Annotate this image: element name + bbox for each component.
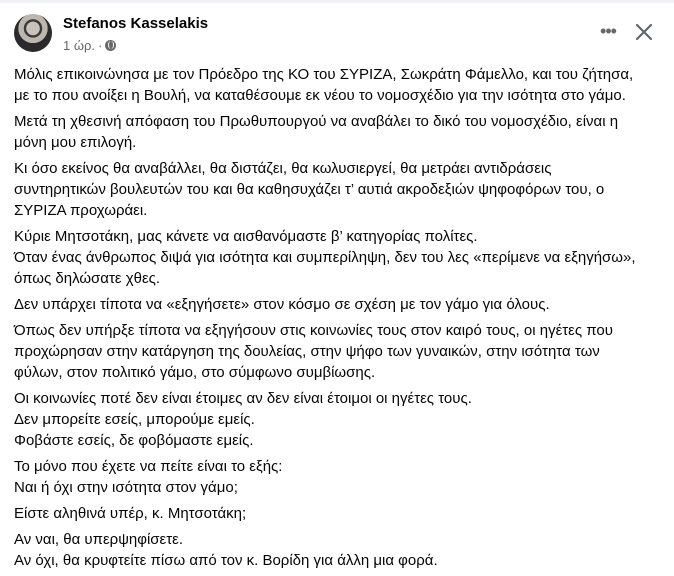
post-paragraph: [14, 294, 664, 315]
post-paragraph: [14, 64, 664, 106]
close-icon: [632, 20, 656, 44]
post-paragraph: [14, 226, 664, 289]
post-paragraph: [14, 158, 664, 221]
post-paragraph: [14, 111, 664, 153]
post-text-line: Οι κοινωνίες ποτέ δεν είναι έτοιμες αν δεν είναι έτοιμοι οι ηγέτες τους.: [14, 390, 472, 407]
post-text-line: Όταν ένας άνθρωπος διψά για ισότητα και συμπερίληψη, δεν του λες «περίμενε να εξηγήσω»,: [14, 249, 636, 266]
post-text-line: Αν ναι, θα υπερψηφίσετε.: [14, 531, 184, 548]
post-text-line: μόνη μου επιλογή.: [14, 134, 137, 151]
post-text-line: ΣΥΡΙΖΑ προχωράει.: [14, 202, 148, 219]
post-paragraph: [14, 320, 664, 383]
post-text-line: Ναι ή όχι στην ισότητα στον γάμο;: [14, 479, 238, 496]
post-meta: [63, 38, 116, 53]
post-text: [14, 64, 664, 576]
post-paragraph: [14, 388, 664, 451]
author-avatar[interactable]: [14, 14, 52, 52]
more-options-button[interactable]: [596, 22, 620, 46]
globe-icon: [105, 40, 116, 51]
post-text-line: Κύριε Μητσοτάκη, μας κάνετε να αισθανόμαστε β’ κατηγορίας πολίτες.: [14, 228, 478, 245]
post-text-line: Φοβάστε εσείς, δε φοβόμαστε εμείς.: [14, 432, 254, 449]
post-text-line: Δεν μπορείτε εσείς, μπορούμε εμείς.: [14, 411, 255, 428]
post-text-line: Κι όσο εκείνος θα αναβάλλει, θα διστάζει, θα κωλυσιεργεί, θα μετράει αντιδράσεις: [14, 160, 552, 177]
post-paragraph: [14, 456, 664, 498]
post-paragraph: [14, 529, 664, 571]
post-text-line: Μόλις επικοινώνησα με τον Πρόεδρο της ΚΟ του ΣΥΡΙΖΑ, Σωκράτη Φάμελλο, και του ζήτησα,: [14, 66, 634, 83]
close-button[interactable]: [632, 20, 656, 44]
post-text-line: Το μόνο που έχετε να πείτε είναι το εξής:: [14, 458, 283, 475]
post-text-line: προχώρησαν στην κατάργηση της δουλείας, στην ψήφο των γυναικών, στην ισότητα των: [14, 343, 600, 360]
post-paragraph: [14, 503, 664, 524]
post-time[interactable]: 1 ώρ.: [63, 38, 95, 53]
post-text-line: Μετά τη χθεσινή απόφαση του Πρωθυπουργού να αναβάλει το δικό του νομοσχέδιο, είναι η: [14, 113, 619, 130]
post-text-line: φύλων, στον πολιτικό γάμο, στο σύμφωνο συμβίωσης.: [14, 364, 376, 381]
card-top-border: [0, 0, 674, 3]
post-text-line: Δεν υπάρχει τίποτα να «εξηγήσετε» στον κόσμο σε σχέση με τον γάμο για όλους.: [14, 296, 550, 313]
more-options-icon: •••: [600, 21, 616, 41]
post-text-line: Όπως δεν υπήρξε τίποτα να εξηγήσουν στις κοινωνίες τους στον καιρό τους, οι ηγέτες που: [14, 322, 613, 339]
post-text-line: Αν όχι, θα κρυφτείτε πίσω από τον κ. Βορίδη για άλλη μια φορά.: [14, 552, 438, 569]
post-text-line: όπως δηλώσατε χθες.: [14, 270, 161, 287]
author-name[interactable]: Stefanos Kasselakis: [63, 15, 209, 32]
meta-separator: ·: [98, 38, 103, 53]
post-text-line: Είστε αληθινά υπέρ, κ. Μητσοτάκη;: [14, 505, 247, 522]
post-text-line: συντηρητικών βουλευτών του και θα καθησυχάζει τ’ αυτιά ακροδεξιών ψηφοφόρων του, ο: [14, 181, 605, 198]
post-text-line: με το που ανοίξει η Βουλή, να καταθέσουμε εκ νέου το νομοσχέδιο για την ισότητα στο γάμο.: [14, 87, 626, 104]
